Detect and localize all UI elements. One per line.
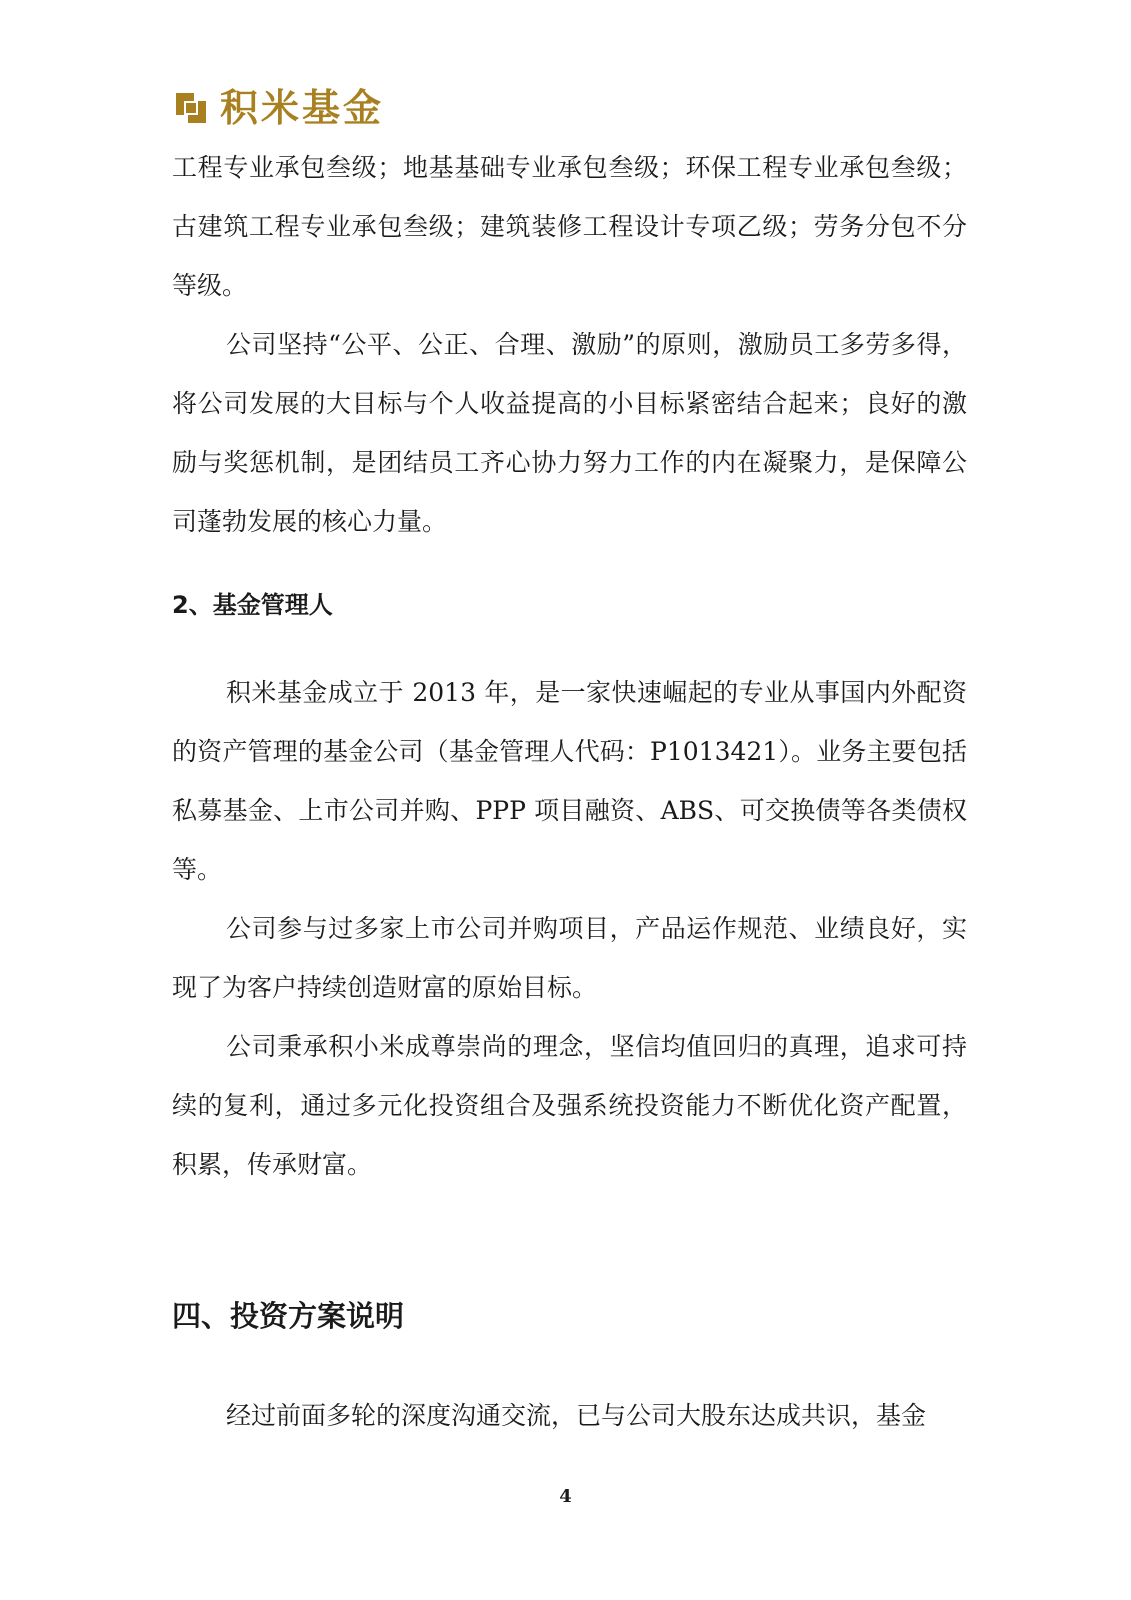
section-heading-investment-plan: 四、投资方案说明	[172, 1299, 405, 1333]
paragraph-mergers: 公司参与过多家上市公司并购项目，产品运作规范、业绩良好，实现了为客户持续创造财富的原始目标。	[172, 914, 967, 1002]
paragraph-principles: 公司坚持“公平、公正、合理、激励”的原则，激励员工多劳多得，将公司发展的大目标与个人收益提高的小目标紧密结合起来；良好的激励与奖惩机制，是团结员工齐心协力努力工作的内在凝聚力，是保障公司蓬勃发展的核心力量。	[172, 330, 967, 536]
brand-name: 积米基金	[220, 86, 385, 130]
paragraph-philosophy: 公司秉承积小米成尊崇尚的理念，坚信均值回归的真理，追求可持续的复利，通过多元化投资组合及强系统投资能力不断优化资产配置，积累，传承财富。	[172, 1032, 967, 1179]
paragraph-fund-intro: 积米基金成立于 2013 年，是一家快速崛起的专业从事国内外配资的资产管理的基金公司（基金管理人代码：P1013421）。业务主要包括私募基金、上市公司并购、PPP 项目融资、ABS、可交换债等各类债权等。	[172, 678, 967, 884]
page-number: 4	[559, 1486, 572, 1507]
brand-mark-icon	[172, 89, 210, 127]
paragraph-investment-intro: 经过前面多轮的深度沟通交流，已与公司大股东达成共识，基金	[226, 1401, 927, 1430]
brand-logo	[172, 86, 384, 130]
section-heading-fund-manager: 2、基金管理人	[172, 591, 333, 619]
document-body	[172, 138, 967, 1445]
paragraph-qualifications: 工程专业承包叁级；地基基础专业承包叁级；环保工程专业承包叁级；古建筑工程专业承包叁级；建筑装修工程设计专项乙级；劳务分包不分等级。	[172, 153, 967, 300]
